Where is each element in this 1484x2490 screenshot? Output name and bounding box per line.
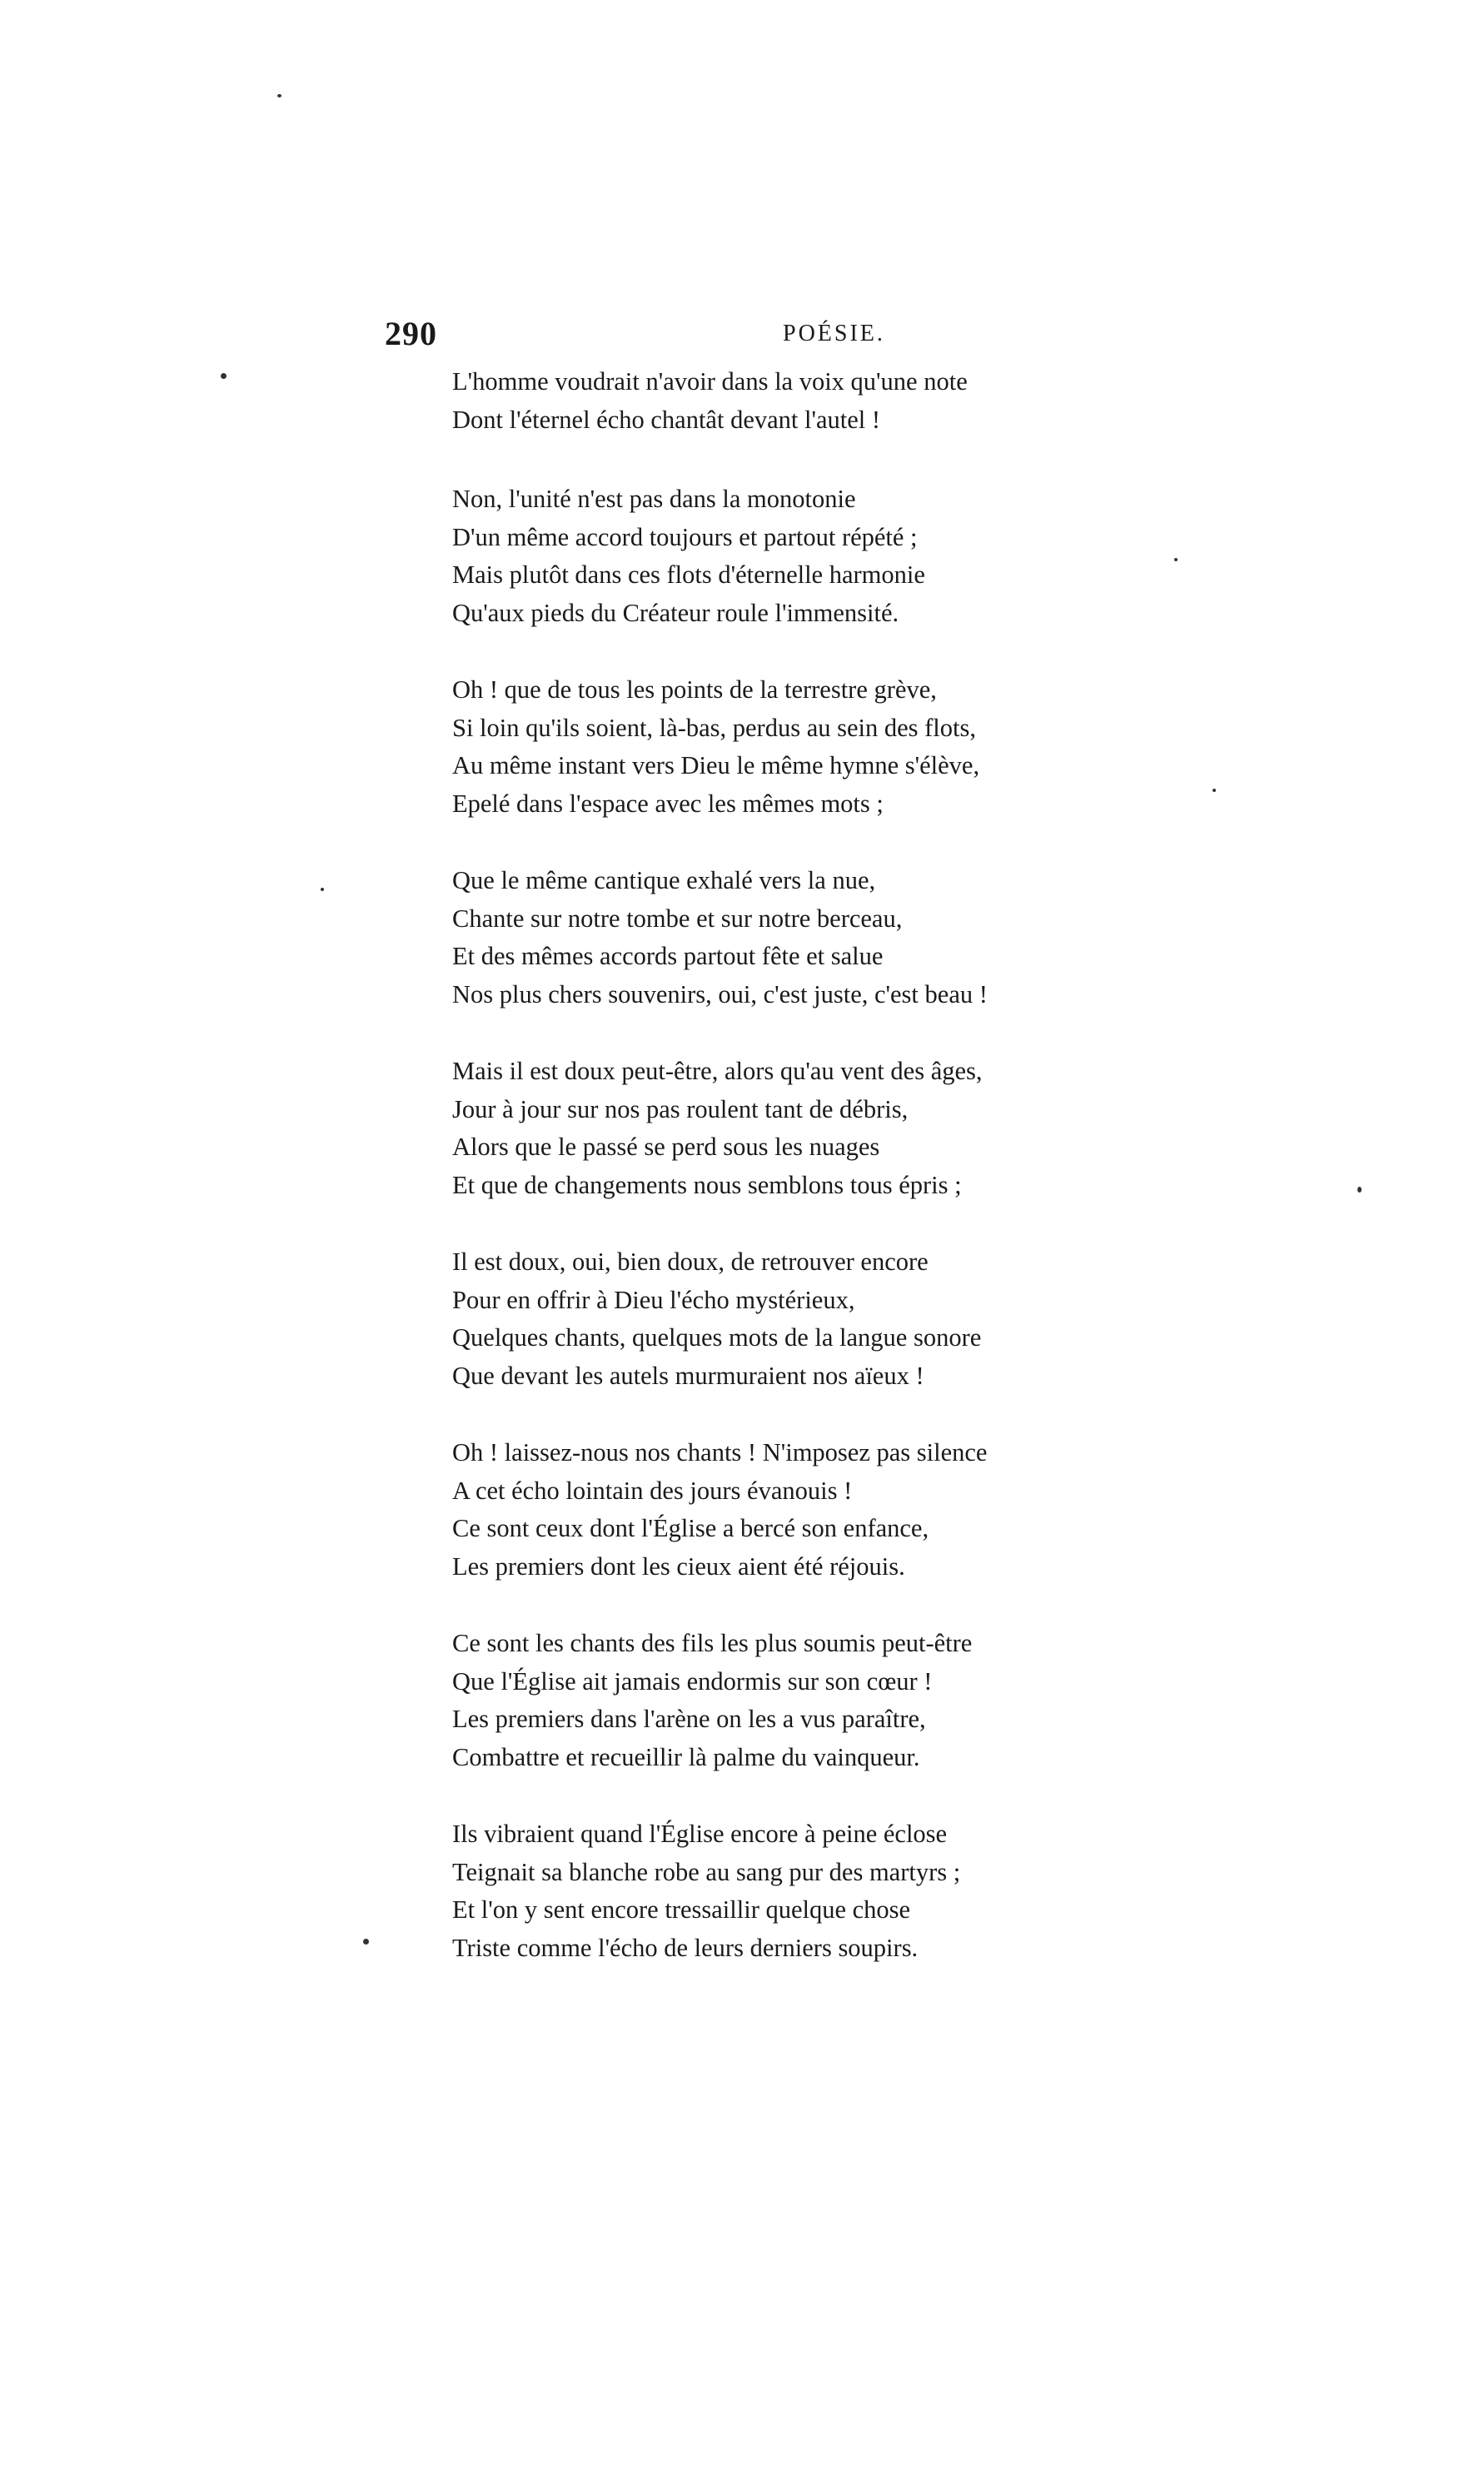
verse-line: Il est doux, oui, bien doux, de retrouver encore: [452, 1247, 929, 1276]
verse-line: Combattre et recueillir là palme du vainqueur.: [452, 1742, 920, 1771]
scan-speck: [1357, 1187, 1362, 1193]
verse-line: Qu'aux pieds du Créateur roule l'immensité.: [452, 598, 899, 627]
stanza: [452, 481, 1202, 632]
scan-speck: [321, 888, 324, 891]
stanza: [452, 1815, 1202, 1967]
verse-line: L'homme voudrait n'avoir dans la voix qu'une note: [452, 367, 968, 396]
verse-line: Au même instant vers Dieu le même hymne s'élève,: [452, 751, 980, 779]
scan-speck: [1174, 558, 1178, 561]
verse-line: Si loin qu'ils soient, là-bas, perdus au sein des flots,: [452, 713, 976, 742]
verse-line: Triste comme l'écho de leurs derniers soupirs.: [452, 1933, 919, 1962]
verse-line: Dont l'éternel écho chantât devant l'autel !: [452, 405, 881, 434]
stanza: [452, 1434, 1202, 1586]
scan-speck: [221, 373, 227, 379]
verse-line: Oh ! que de tous les points de la terrestre grève,: [452, 675, 937, 704]
stanza: [452, 1053, 1202, 1204]
scan-speck: [277, 94, 281, 97]
running-head: POÉSIE.: [783, 321, 885, 346]
verse-line: Jour à jour sur nos pas roulent tant de débris,: [452, 1094, 909, 1123]
scan-speck: [1213, 789, 1216, 792]
verse-line: Teignait sa blanche robe au sang pur des martyrs ;: [452, 1857, 961, 1886]
verse-line: Pour en offrir à Dieu l'écho mystérieux,: [452, 1285, 855, 1314]
verse-line: D'un même accord toujours et partout répété ;: [452, 522, 918, 551]
verse-line: Alors que le passé se perd sous les nuages: [452, 1133, 880, 1161]
verse-line: Ils vibraient quand l'Église encore à peine éclose: [452, 1820, 948, 1848]
stanza: [452, 363, 1202, 439]
stanza: [452, 1625, 1202, 1776]
verse-line: Les premiers dans l'arène on les a vus paraître,: [452, 1705, 926, 1733]
verse-line: Chante sur notre tombe et sur notre berceau,: [452, 904, 903, 933]
page-number: 290: [385, 315, 437, 352]
verse-line: Non, l'unité n'est pas dans la monotonie: [452, 485, 856, 513]
verse-line: Les premiers dont les cieux aient été réjouis.: [452, 1551, 905, 1581]
stanza: [452, 862, 1202, 1013]
poem-body: [452, 363, 1202, 2006]
verse-line: Que le même cantique exhalé vers la nue,: [452, 866, 876, 894]
verse-line: Ce sont les chants des fils les plus soumis peut-être: [452, 1629, 973, 1657]
verse-line: Et l'on y sent encore tressaillir quelque chose: [452, 1895, 911, 1924]
verse-line: Nos plus chers souvenirs, oui, c'est juste, c'est beau !: [452, 979, 988, 1008]
verse-line: Et des mêmes accords partout fête et salue: [452, 942, 884, 970]
scan-speck: [363, 1939, 369, 1945]
verse-line: Mais plutôt dans ces flots d'éternelle harmonie: [452, 560, 925, 589]
stanza: [452, 1243, 1202, 1395]
verse-line: Que l'Église ait jamais endormis sur son cœur !: [452, 1666, 933, 1696]
verse-line: Que devant les autels murmuraient nos aïeux !: [452, 1361, 924, 1390]
verse-line: Et que de changements nous semblons tous épris ;: [452, 1170, 962, 1199]
verse-line: Ce sont ceux dont l'Église a bercé son enfance,: [452, 1514, 929, 1542]
verse-line: A cet écho lointain des jours évanouis !: [452, 1476, 853, 1505]
verse-line: Oh ! laissez-nous nos chants ! N'imposez pas silence: [452, 1438, 988, 1467]
verse-line: Quelques chants, quelques mots de la langue sonore: [452, 1323, 982, 1352]
stanza: [452, 671, 1202, 823]
verse-line: Mais il est doux peut-être, alors qu'au vent des âges,: [452, 1057, 983, 1085]
verse-line: Epelé dans l'espace avec les mêmes mots ;: [452, 789, 884, 818]
